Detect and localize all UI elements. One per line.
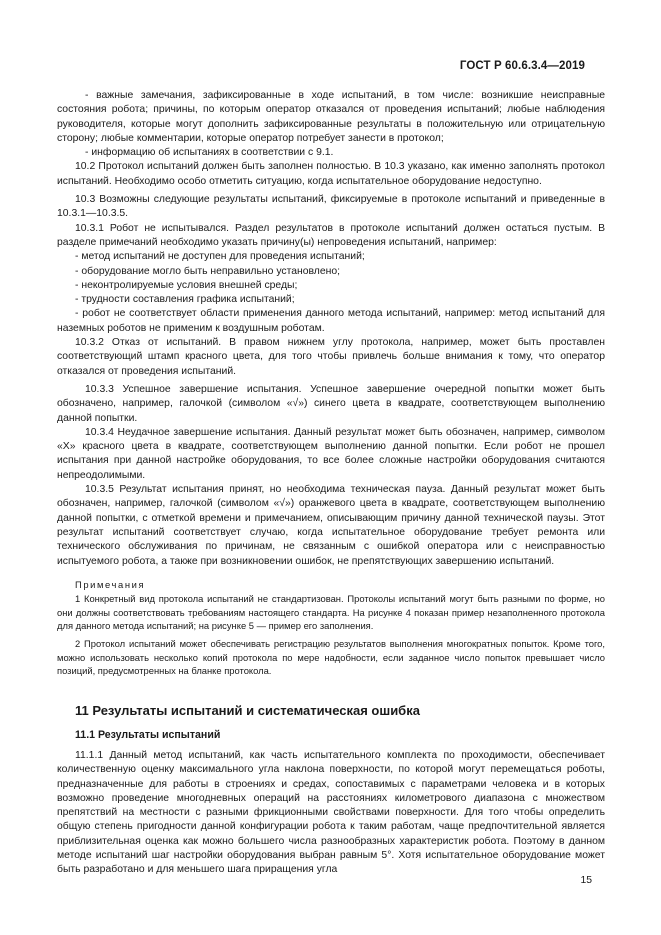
list-item: - трудности составления графика испытаний; (75, 294, 295, 306)
notes-title: Примечания (75, 578, 146, 590)
page-number: 15 (580, 875, 592, 886)
paragraph-remarks: - важные замечания, зафиксированные в ходе испытаний, в том числе: возникшие неисправные состояния робота; причины, по которым оператор отказался от проведения испытаний; любые наблюдения руководителя, которые могут дополнить зафиксированные результаты в положительную или отрицательную сторону; любые комментарии, которые оператор потребует занести в протокол; (57, 90, 605, 144)
paragraph-11-1-1: 11.1.1 Данный метод испытаний, как часть испытательного комплекта по проходимости, обеспечивает количественную оценку максимального угла наклона поверхности, по которой могут перемещаться роботы, предназначенные для работы в строениях и средах, сопоставимых с параметрами человека и в которых возможно проведение многодневных операций на расстояниях километрового диапазона с множеством препятствий на местности с разными фрикционными свойствами поверхности. Для того чтобы определить общую степень пригодности данной конфигурации робота к таким работам, чаще предпочтительной является приблизительная оценка как можно большего числа разнообразных характеристик робота. Поэтому в данном методе испытаний шаг настройки оборудования выбран равным 5°. Хотя испытательное оборудование может быть разработано и для меньшего шага приращения угла (57, 749, 605, 876)
list-item: - оборудование могло быть неправильно установлено; (75, 265, 341, 277)
note-1: 1 Конкретный вид протокола испытаний не стандартизован. Протоколы испытаний могут быть разными по форме, но они должны соответствовать требованиям настоящего стандарта. На рисунке 4 показан пример незаполненного протокола для данного метода испытаний; на рисунке 5 — пример его заполнения. (57, 593, 605, 632)
section-11-1-heading: 11.1 Результаты испытаний (75, 728, 221, 741)
paragraph-10-3-5: 10.3.5 Результат испытания принят, но необходима техническая пауза. Данный результат может быть обозначен, например, галочкой (символом «√») оранжевого цвета в квадрате, соответствующем выполнению данной попытки, с отметкой времени и примечанием, описывающим причину данной технической паузы. Этот результат испытаний соответствует случаю, когда испытательное оборудование требует ремонта или технического обслуживания по причинам, не связанным с ошибкой оператора или с неисправностью испытуемого робота, а также при возникновении ошибок, не препятствующих завершению испытаний. (57, 484, 605, 567)
note-2: 2 Протокол испытаний может обеспечивать регистрацию результатов выполнения многократных попыток. Кроме того, можно использовать несколько копий протокола по мере надобности, если заданное число попыток превышает число позиций, предусмотренных на бланке протокола. (57, 638, 605, 677)
paragraph-10-3-4: 10.3.4 Неудачное завершение испытания. Данный результат может быть обозначен, например, символом «X» красного цвета в квадрате, соответствующем выполнению данной попытки. Если робот не прошел испытания при данной настройке оборудования, то все более сложные настройки оборудования считаются непреодолимыми. (57, 426, 605, 481)
list-item: - метод испытаний не доступен для проведения испытаний; (75, 251, 365, 263)
list-item: - робот не соответствует области применения данного метода испытаний, например: метод испытаний для наземных роботов не применим к воздушным роботам. (57, 308, 605, 334)
document-code: ГОСТ Р 60.6.3.4—2019 (459, 60, 585, 72)
paragraph-info: - информацию об испытаниях в соответствии с 9.1. (85, 147, 334, 159)
list-item: - неконтролируемые условия внешней среды; (75, 279, 298, 291)
paragraph-10-3-1: 10.3.1 Робот не испытывался. Раздел результатов в протоколе испытаний должен остаться пустым. В разделе примечаний необходимо указать причину(ы) непроведения испытаний, например: (57, 222, 605, 248)
paragraph-10-3-2: 10.3.2 Отказ от испытаний. В правом нижнем углу протокола, например, может быть проставлен соответствующий штамп красного цвета, для того чтобы привлечь больше внимания к тому, что оператор отказался от проведения испытаний. (57, 337, 605, 377)
notes-block (57, 578, 605, 678)
paragraph-10-2: 10.2 Протокол испытаний должен быть заполнен полностью. В 10.3 указано, как именно заполнять протокол испытаний. Необходимо особо отметить ситуацию, когда испытательное оборудование недоступно. (57, 161, 605, 187)
document-body (57, 89, 605, 878)
paragraph-10-3-3: 10.3.3 Успешное завершение испытания. Успешное завершение очередной попытки может быть обозначено, например, галочкой (символом «√») синего цвета в квадрате, соответствующем выполнению данной попытки. (57, 383, 605, 424)
paragraph-10-3: 10.3 Возможны следующие результаты испытаний, фиксируемые в протоколе испытаний и приведенные в 10.3.1—10.3.5. (57, 194, 605, 220)
section-11-heading: 11 Результаты испытаний и систематическая ошибка (75, 702, 420, 718)
